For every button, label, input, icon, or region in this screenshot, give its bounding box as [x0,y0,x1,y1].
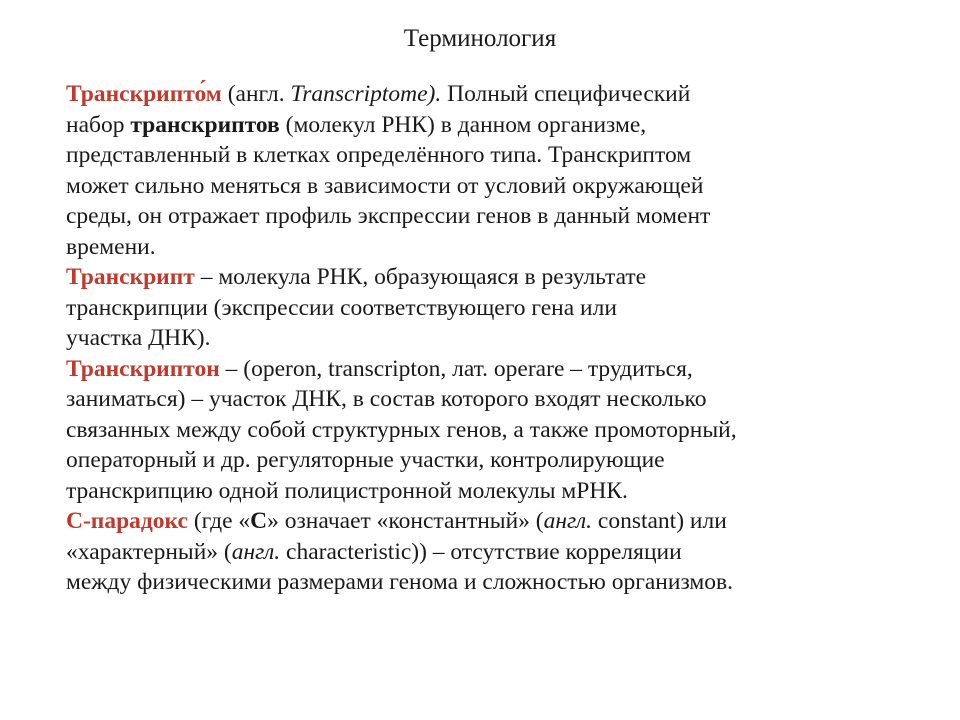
text: операторный и др. регуляторные участки, контролирующие [66,447,665,473]
text: – молекула РНК, образующаяся в результате [194,264,647,290]
text: (молекул РНК) в данном организме, [279,111,647,138]
italic-angl: англ. [543,508,593,534]
text: «характерный» ( [66,538,232,565]
term-transcriptome-accent: ́м [205,81,222,107]
slide-title: Терминология [403,25,557,52]
term-transcript: Транскрипт [66,264,195,290]
text: участка ДНК). [66,325,211,351]
term-c-paradox: С-парадокс [66,508,188,534]
text: связанных между собой структурных генов, а также промоторный, [66,416,737,443]
paragraph-transcript [66,262,926,354]
bold-letter-c: С [250,508,268,534]
paragraph-transcriptome [66,79,926,262]
term-transcripton: Транскриптон [66,355,220,382]
text: constant) или [592,508,727,534]
paragraph-transcripton [66,354,926,507]
text: транскрипцию одной полицистронной молекулы мРНК. [66,477,628,504]
bold-term: транскриптов [130,111,280,138]
text: (где « [187,508,251,534]
text: транскрипции (экспрессии соответствующего гена или [66,294,617,321]
paragraph-c-paradox [66,506,926,598]
text: » означает «константный» ( [267,508,544,534]
text: времени. [66,233,156,260]
text: Полный специфический [441,81,691,107]
text: (англ. [221,81,291,107]
text: заниматься) – участок ДНК, в состав которого входят несколько [66,386,707,412]
text: среды, он отражает профиль экспрессии генов в данный момент [66,203,711,229]
text: может сильно меняться в зависимости от условий окружающей [66,172,704,199]
text: набор [66,111,131,138]
term-transcriptome-text: Транскрипто [66,81,206,107]
slide-content [66,79,926,598]
latin-term: Transcriptome). [290,81,442,107]
text: characteristic)) – отсутствие корреляции [280,538,682,565]
text: – (operon, transcripton, лат. operare – трудиться, [219,355,693,382]
text: представленный в клетках определённого типа. Транскриптом [66,142,692,168]
italic-angl: англ. [231,538,281,565]
term-transcriptome [66,81,222,107]
text: между физическими размерами генома и сложностью организмов. [66,569,733,595]
